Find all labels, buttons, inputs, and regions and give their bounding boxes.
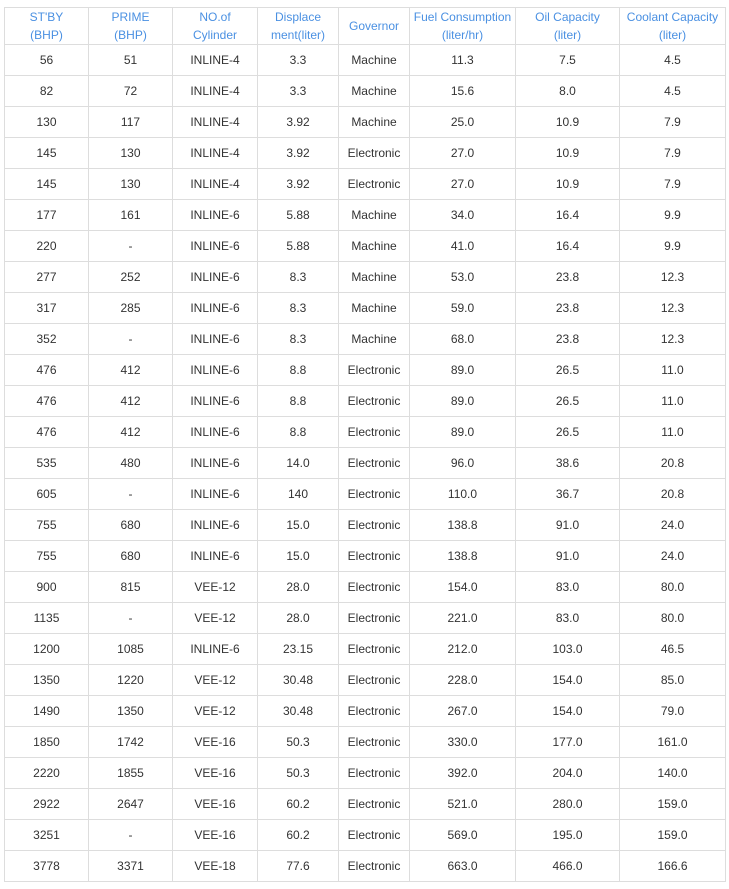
cell-coolant-capacity: 12.3 [620,293,726,324]
table-row [5,603,726,634]
header-standby-bhp [5,8,89,45]
cell-prime-bhp: 285 [89,293,173,324]
cell-governor: Electronic [339,634,410,665]
cell-fuel-consumption: 267.0 [410,696,516,727]
cell-fuel-consumption: 27.0 [410,169,516,200]
header-line2: (BHP) [114,28,147,42]
cell-governor: Electronic [339,758,410,789]
header-line1: Fuel Consumption [413,10,512,24]
cell-oil-capacity: 23.8 [516,324,620,355]
header-line1: Governor [348,19,400,33]
table-row [5,510,726,541]
cell-governor: Electronic [339,355,410,386]
cell-displacement: 15.0 [258,510,339,541]
table-row [5,293,726,324]
cell-displacement: 3.92 [258,169,339,200]
cell-prime-bhp: - [89,231,173,262]
cell-displacement: 8.8 [258,355,339,386]
cell-cylinder: INLINE-6 [173,634,258,665]
cell-fuel-consumption: 569.0 [410,820,516,851]
cell-standby-bhp: 476 [5,355,89,386]
cell-cylinder: INLINE-6 [173,417,258,448]
cell-fuel-consumption: 521.0 [410,789,516,820]
cell-coolant-capacity: 7.9 [620,107,726,138]
cell-displacement: 3.92 [258,107,339,138]
cell-prime-bhp: 680 [89,541,173,572]
cell-cylinder: VEE-16 [173,789,258,820]
cell-oil-capacity: 177.0 [516,727,620,758]
cell-coolant-capacity: 24.0 [620,541,726,572]
table-row [5,479,726,510]
cell-oil-capacity: 83.0 [516,603,620,634]
table-row [5,138,726,169]
cell-standby-bhp: 177 [5,200,89,231]
cell-fuel-consumption: 138.8 [410,541,516,572]
cell-governor: Machine [339,107,410,138]
cell-oil-capacity: 36.7 [516,479,620,510]
cell-displacement: 8.3 [258,262,339,293]
cell-fuel-consumption: 221.0 [410,603,516,634]
cell-standby-bhp: 145 [5,138,89,169]
cell-oil-capacity: 23.8 [516,293,620,324]
cell-displacement: 23.15 [258,634,339,665]
cell-coolant-capacity: 4.5 [620,76,726,107]
header-line2: ment(liter) [270,28,325,42]
table-row [5,200,726,231]
cell-cylinder: INLINE-4 [173,76,258,107]
table-row [5,665,726,696]
header-line2: (liter) [658,28,687,42]
cell-governor: Electronic [339,479,410,510]
cell-prime-bhp: 130 [89,138,173,169]
cell-prime-bhp: 117 [89,107,173,138]
cell-cylinder: INLINE-6 [173,510,258,541]
cell-governor: Electronic [339,851,410,882]
header-line2: (BHP) [30,28,63,42]
cell-prime-bhp: 3371 [89,851,173,882]
cell-displacement: 8.8 [258,386,339,417]
cell-governor: Electronic [339,789,410,820]
cell-standby-bhp: 900 [5,572,89,603]
cell-fuel-consumption: 89.0 [410,355,516,386]
header-prime-bhp [89,8,173,45]
cell-standby-bhp: 1200 [5,634,89,665]
cell-fuel-consumption: 53.0 [410,262,516,293]
cell-prime-bhp: 412 [89,355,173,386]
cell-standby-bhp: 1490 [5,696,89,727]
cell-displacement: 14.0 [258,448,339,479]
cell-fuel-consumption: 663.0 [410,851,516,882]
cell-cylinder: VEE-18 [173,851,258,882]
cell-coolant-capacity: 80.0 [620,603,726,634]
cell-oil-capacity: 154.0 [516,696,620,727]
table-row [5,851,726,882]
cell-governor: Electronic [339,448,410,479]
cell-governor: Electronic [339,169,410,200]
table-row [5,169,726,200]
cell-fuel-consumption: 330.0 [410,727,516,758]
cell-fuel-consumption: 392.0 [410,758,516,789]
cell-oil-capacity: 83.0 [516,572,620,603]
table-row [5,448,726,479]
cell-oil-capacity: 103.0 [516,634,620,665]
cell-governor: Machine [339,293,410,324]
cell-standby-bhp: 755 [5,541,89,572]
table-body [5,45,726,882]
cell-coolant-capacity: 159.0 [620,789,726,820]
cell-cylinder: VEE-12 [173,665,258,696]
cell-oil-capacity: 26.5 [516,355,620,386]
header-line1: NO.of [199,10,231,24]
cell-oil-capacity: 38.6 [516,448,620,479]
cell-coolant-capacity: 9.9 [620,231,726,262]
header-line1: Displace [274,10,322,24]
cell-displacement: 30.48 [258,696,339,727]
header-line1: PRIME [111,10,150,24]
cell-standby-bhp: 1350 [5,665,89,696]
cell-governor: Machine [339,76,410,107]
cell-prime-bhp: 412 [89,386,173,417]
table-row [5,727,726,758]
cell-standby-bhp: 2922 [5,789,89,820]
cell-cylinder: INLINE-4 [173,169,258,200]
cell-fuel-consumption: 89.0 [410,386,516,417]
cell-coolant-capacity: 159.0 [620,820,726,851]
cell-standby-bhp: 1850 [5,727,89,758]
table-row [5,789,726,820]
cell-oil-capacity: 8.0 [516,76,620,107]
cell-standby-bhp: 605 [5,479,89,510]
cell-oil-capacity: 280.0 [516,789,620,820]
cell-standby-bhp: 3778 [5,851,89,882]
cell-displacement: 77.6 [258,851,339,882]
cell-oil-capacity: 466.0 [516,851,620,882]
cell-governor: Electronic [339,572,410,603]
cell-cylinder: VEE-16 [173,820,258,851]
cell-governor: Electronic [339,510,410,541]
cell-displacement: 30.48 [258,665,339,696]
cell-prime-bhp: - [89,603,173,634]
header-line1: Oil Capacity [535,10,600,24]
table-row [5,758,726,789]
cell-displacement: 8.3 [258,293,339,324]
cell-prime-bhp: - [89,324,173,355]
table-row [5,76,726,107]
table-row [5,45,726,76]
cell-displacement: 15.0 [258,541,339,572]
cell-standby-bhp: 145 [5,169,89,200]
cell-governor: Electronic [339,603,410,634]
cell-prime-bhp: 252 [89,262,173,293]
cell-coolant-capacity: 12.3 [620,324,726,355]
cell-coolant-capacity: 11.0 [620,355,726,386]
cell-prime-bhp: 1350 [89,696,173,727]
cell-cylinder: INLINE-6 [173,324,258,355]
cell-prime-bhp: 1085 [89,634,173,665]
cell-displacement: 50.3 [258,727,339,758]
table-row [5,572,726,603]
cell-oil-capacity: 10.9 [516,169,620,200]
cell-fuel-consumption: 11.3 [410,45,516,76]
cell-displacement: 28.0 [258,572,339,603]
header-line2: (liter) [553,28,582,42]
cell-fuel-consumption: 25.0 [410,107,516,138]
cell-fuel-consumption: 212.0 [410,634,516,665]
cell-displacement: 3.92 [258,138,339,169]
cell-cylinder: INLINE-6 [173,293,258,324]
cell-prime-bhp: - [89,820,173,851]
cell-standby-bhp: 2220 [5,758,89,789]
cell-coolant-capacity: 140.0 [620,758,726,789]
header-line2: (liter/hr) [441,28,484,42]
cell-governor: Electronic [339,665,410,696]
cell-cylinder: VEE-16 [173,758,258,789]
engine-spec-table [4,7,726,882]
cell-cylinder: INLINE-6 [173,262,258,293]
cell-standby-bhp: 476 [5,417,89,448]
cell-coolant-capacity: 46.5 [620,634,726,665]
table-row [5,417,726,448]
header-line1: Coolant Capacity [626,10,719,24]
cell-displacement: 140 [258,479,339,510]
cell-displacement: 3.3 [258,76,339,107]
table-row [5,324,726,355]
cell-coolant-capacity: 85.0 [620,665,726,696]
cell-coolant-capacity: 20.8 [620,479,726,510]
cell-standby-bhp: 755 [5,510,89,541]
cell-standby-bhp: 220 [5,231,89,262]
header-line1: ST'BY [29,10,64,24]
cell-coolant-capacity: 11.0 [620,417,726,448]
cell-standby-bhp: 352 [5,324,89,355]
cell-oil-capacity: 23.8 [516,262,620,293]
cell-displacement: 28.0 [258,603,339,634]
cell-prime-bhp: 72 [89,76,173,107]
table-header [5,8,726,45]
cell-coolant-capacity: 80.0 [620,572,726,603]
cell-prime-bhp: - [89,479,173,510]
cell-governor: Electronic [339,541,410,572]
cell-cylinder: VEE-16 [173,727,258,758]
cell-governor: Machine [339,324,410,355]
table-row [5,386,726,417]
cell-oil-capacity: 154.0 [516,665,620,696]
cell-displacement: 3.3 [258,45,339,76]
cell-fuel-consumption: 228.0 [410,665,516,696]
table-row [5,820,726,851]
cell-prime-bhp: 1220 [89,665,173,696]
cell-standby-bhp: 3251 [5,820,89,851]
header-fuel-consumption [410,8,516,45]
cell-oil-capacity: 91.0 [516,510,620,541]
cell-fuel-consumption: 68.0 [410,324,516,355]
cell-oil-capacity: 195.0 [516,820,620,851]
header-row [5,8,726,45]
cell-cylinder: INLINE-6 [173,448,258,479]
cell-cylinder: VEE-12 [173,696,258,727]
cell-fuel-consumption: 15.6 [410,76,516,107]
cell-fuel-consumption: 34.0 [410,200,516,231]
cell-oil-capacity: 26.5 [516,386,620,417]
table-row [5,355,726,386]
table-row [5,634,726,665]
cell-coolant-capacity: 7.9 [620,138,726,169]
cell-fuel-consumption: 154.0 [410,572,516,603]
cell-displacement: 5.88 [258,200,339,231]
cell-governor: Electronic [339,386,410,417]
cell-prime-bhp: 815 [89,572,173,603]
cell-coolant-capacity: 4.5 [620,45,726,76]
cell-oil-capacity: 16.4 [516,231,620,262]
cell-standby-bhp: 1135 [5,603,89,634]
cell-cylinder: INLINE-4 [173,45,258,76]
cell-cylinder: INLINE-6 [173,231,258,262]
table-row [5,262,726,293]
cell-prime-bhp: 130 [89,169,173,200]
cell-oil-capacity: 91.0 [516,541,620,572]
cell-displacement: 5.88 [258,231,339,262]
cell-prime-bhp: 1742 [89,727,173,758]
cell-fuel-consumption: 96.0 [410,448,516,479]
header-coolant-capacity [620,8,726,45]
cell-cylinder: INLINE-6 [173,541,258,572]
cell-cylinder: INLINE-6 [173,200,258,231]
cell-displacement: 8.8 [258,417,339,448]
cell-cylinder: INLINE-4 [173,107,258,138]
cell-coolant-capacity: 166.6 [620,851,726,882]
cell-cylinder: VEE-12 [173,572,258,603]
cell-displacement: 50.3 [258,758,339,789]
cell-coolant-capacity: 161.0 [620,727,726,758]
cell-fuel-consumption: 59.0 [410,293,516,324]
cell-oil-capacity: 16.4 [516,200,620,231]
cell-oil-capacity: 204.0 [516,758,620,789]
cell-cylinder: INLINE-6 [173,355,258,386]
cell-fuel-consumption: 89.0 [410,417,516,448]
cell-coolant-capacity: 20.8 [620,448,726,479]
cell-oil-capacity: 10.9 [516,107,620,138]
cell-cylinder: INLINE-6 [173,479,258,510]
cell-prime-bhp: 412 [89,417,173,448]
cell-coolant-capacity: 12.3 [620,262,726,293]
cell-governor: Electronic [339,820,410,851]
cell-fuel-consumption: 110.0 [410,479,516,510]
cell-prime-bhp: 161 [89,200,173,231]
cell-governor: Electronic [339,727,410,758]
cell-oil-capacity: 26.5 [516,417,620,448]
cell-standby-bhp: 277 [5,262,89,293]
cell-prime-bhp: 2647 [89,789,173,820]
cell-coolant-capacity: 79.0 [620,696,726,727]
cell-prime-bhp: 480 [89,448,173,479]
header-oil-capacity [516,8,620,45]
cell-standby-bhp: 535 [5,448,89,479]
cell-cylinder: INLINE-6 [173,386,258,417]
table-row [5,696,726,727]
cell-governor: Machine [339,45,410,76]
cell-governor: Machine [339,262,410,293]
cell-governor: Electronic [339,696,410,727]
cell-coolant-capacity: 7.9 [620,169,726,200]
cell-displacement: 60.2 [258,789,339,820]
header-line2: Cylinder [192,28,237,42]
header-cylinder [173,8,258,45]
table-row [5,107,726,138]
header-displacement [258,8,339,45]
cell-cylinder: VEE-12 [173,603,258,634]
table-row [5,541,726,572]
cell-coolant-capacity: 9.9 [620,200,726,231]
cell-governor: Machine [339,200,410,231]
cell-fuel-consumption: 138.8 [410,510,516,541]
cell-oil-capacity: 7.5 [516,45,620,76]
table-row [5,231,726,262]
cell-standby-bhp: 130 [5,107,89,138]
cell-displacement: 8.3 [258,324,339,355]
cell-oil-capacity: 10.9 [516,138,620,169]
header-governor [339,8,410,45]
cell-governor: Machine [339,231,410,262]
cell-standby-bhp: 476 [5,386,89,417]
spec-table-container [4,0,729,882]
cell-prime-bhp: 680 [89,510,173,541]
cell-cylinder: INLINE-4 [173,138,258,169]
cell-prime-bhp: 1855 [89,758,173,789]
cell-coolant-capacity: 11.0 [620,386,726,417]
cell-displacement: 60.2 [258,820,339,851]
cell-governor: Electronic [339,417,410,448]
cell-governor: Electronic [339,138,410,169]
cell-standby-bhp: 317 [5,293,89,324]
cell-standby-bhp: 56 [5,45,89,76]
cell-standby-bhp: 82 [5,76,89,107]
cell-prime-bhp: 51 [89,45,173,76]
cell-fuel-consumption: 41.0 [410,231,516,262]
cell-coolant-capacity: 24.0 [620,510,726,541]
cell-fuel-consumption: 27.0 [410,138,516,169]
